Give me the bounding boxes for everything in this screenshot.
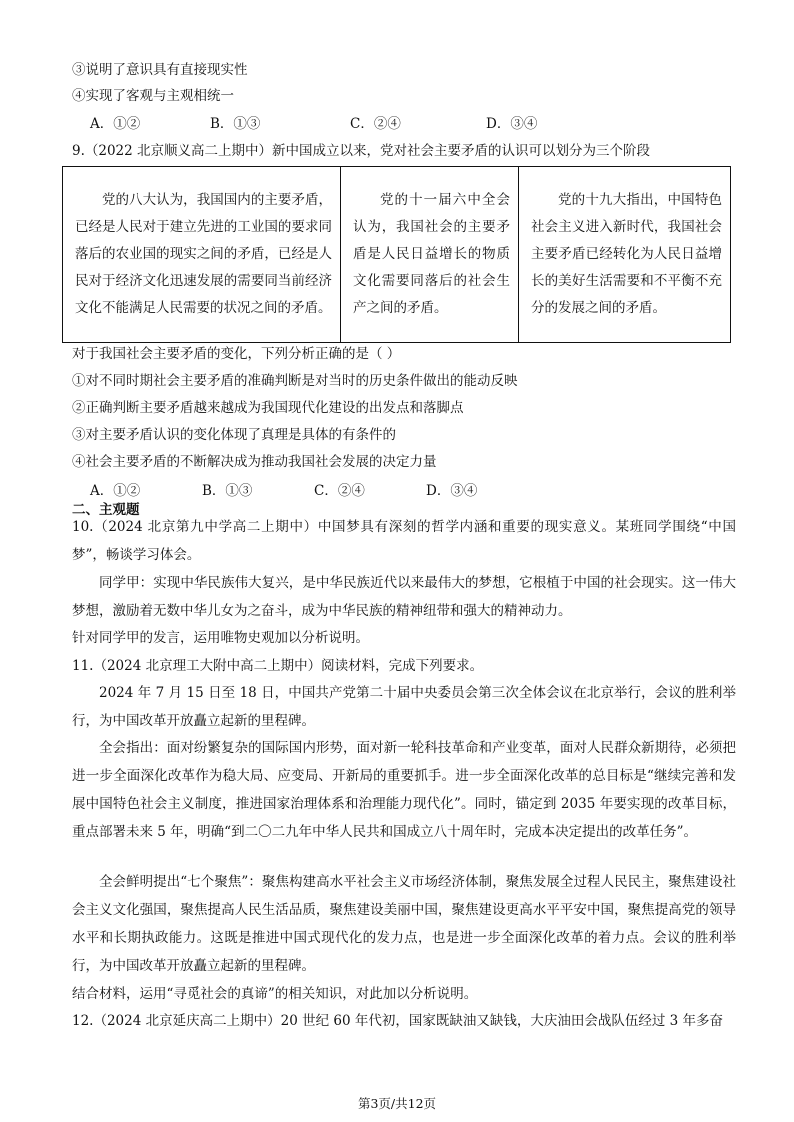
q11-stem: 11.（2024 北京理工大附中高二上期中）阅读材料，完成下列要求。 xyxy=(72,658,484,674)
q11-paragraph-2: 全会指出：面对纷繁复杂的国际国内形势，面对新一轮科技革命和产业变革，面对人民群众新期待，必须把进一步全面深化改革作为稳大局、应变局、开新局的重要抓手。进一步全面深化改革的总目标是“继续完善和发展中国特色社会主义制度，推进国家治理体系和治理能力现代化”。同时，锚定到 2035 年要实现的改革目标，重点部署未来 5 年，明确“到二〇二九年中华人民共和国成立八十周年时，完成本决定提出的改革任务”。 xyxy=(72,740,736,840)
q9-stages-table xyxy=(62,166,731,343)
q9-stage-11th-6th-plenum: 党的十一届六中全会认为，我国社会的主要矛盾是人民日益增长的物质文化需要同落后的社会生产之间的矛盾。 xyxy=(341,167,519,343)
q9-statement-4: ④社会主要矛盾的不断解决成为推动我国社会发展的决定力量 xyxy=(72,454,437,470)
q9-option-c: C．②④ xyxy=(314,483,365,499)
q8-option-b: B．①③ xyxy=(210,116,261,132)
q9-question: 对于我国社会主要矛盾的变化，下列分析正确的是（ ） xyxy=(72,346,401,362)
page-number: 第3页/共12页 xyxy=(357,1096,437,1111)
q9-option-b: B．①③ xyxy=(202,483,253,499)
q10-material: 同学甲：实现中华民族伟大复兴，是中华民族近代以来最伟大的梦想，它根植于中国的社会现实。这一伟大梦想，激励着无数中华儿女为之奋斗，成为中华民族的精神纽带和强大的精神动力。 xyxy=(72,575,736,619)
q9-option-d: D．③④ xyxy=(426,483,478,499)
q9-statement-1: ①对不同时期社会主要矛盾的准确判断是对当时的历史条件做出的能动反映 xyxy=(72,373,518,389)
q8-option-d: D．③④ xyxy=(486,116,538,132)
q9-statement-2: ②正确判断主要矛盾越来越成为我国现代化建设的出发点和落脚点 xyxy=(72,400,464,416)
q8-options xyxy=(90,114,537,134)
q9-stage-8th-congress: 党的八大认为，我国国内的主要矛盾，已经是人民对于建立先进的工业国的要求同落后的农业国的现实之间的矛盾，已经是人民对于经济文化迅速发展的需要同当前经济文化不能满足人民需要的状况之间的矛盾。 xyxy=(63,167,341,343)
q8-statement-4: ④实现了客观与主观相统一 xyxy=(72,88,234,104)
q10-question: 针对同学甲的发言，运用唯物史观加以分析说明。 xyxy=(72,630,369,646)
q8-statement-3: ③说明了意识具有直接现实性 xyxy=(72,62,248,78)
q9-option-a: A．①② xyxy=(90,483,141,499)
section-heading: 二、主观题 xyxy=(72,502,140,518)
q12-stem: 12.（2024 北京延庆高二上期中）20 世纪 60 年代初，国家既缺油又缺钱，大庆油田会战队伍经过 3 年多奋 xyxy=(72,1013,724,1029)
q9-stem: 9.（2022 北京顺义高二上期中）新中国成立以来，党对社会主要矛盾的认识可以划分为三个阶段 xyxy=(72,143,651,159)
q8-option-c: C．②④ xyxy=(350,116,401,132)
q8-option-a: A．①② xyxy=(90,116,141,132)
q9-options xyxy=(90,481,477,501)
q9-stage-19th-congress: 党的十九大指出，中国特色社会主义进入新时代，我国社会主要矛盾已经转化为人民日益增长的美好生活需要和不平衡不充分的发展之间的矛盾。 xyxy=(519,167,731,343)
q9-statement-3: ③对主要矛盾认识的变化体现了真理是具体的有条件的 xyxy=(72,427,396,443)
q11-paragraph-3: 全会鲜明提出“七个聚焦”：聚焦构建高水平社会主义市场经济体制，聚焦发展全过程人民民主，聚焦建设社会主义文化强国，聚焦提高人民生活品质，聚焦建设美丽中国，聚焦建设更高水平平安中国，聚焦提高党的领导水平和长期执政能力。这既是推进中国式现代化的发力点，也是进一步全面深化改革的着力点。会议的胜利举行，为中国改革开放矗立起新的里程碑。 xyxy=(72,874,736,974)
q11-question: 结合材料，运用“寻觅社会的真谛”的相关知识，对此加以分析说明。 xyxy=(72,986,478,1002)
q11-paragraph-1: 2024 年 7 月 15 日至 18 日，中国共产党第二十届中央委员会第三次全体会议在北京举行，会议的胜利举行，为中国改革开放矗立起新的里程碑。 xyxy=(72,685,736,729)
q10-stem: 10.（2024 北京第九中学高二上期中）中国梦具有深刻的哲学内涵和重要的现实意义。某班同学围绕“中国梦”，畅谈学习体会。 xyxy=(72,519,736,563)
